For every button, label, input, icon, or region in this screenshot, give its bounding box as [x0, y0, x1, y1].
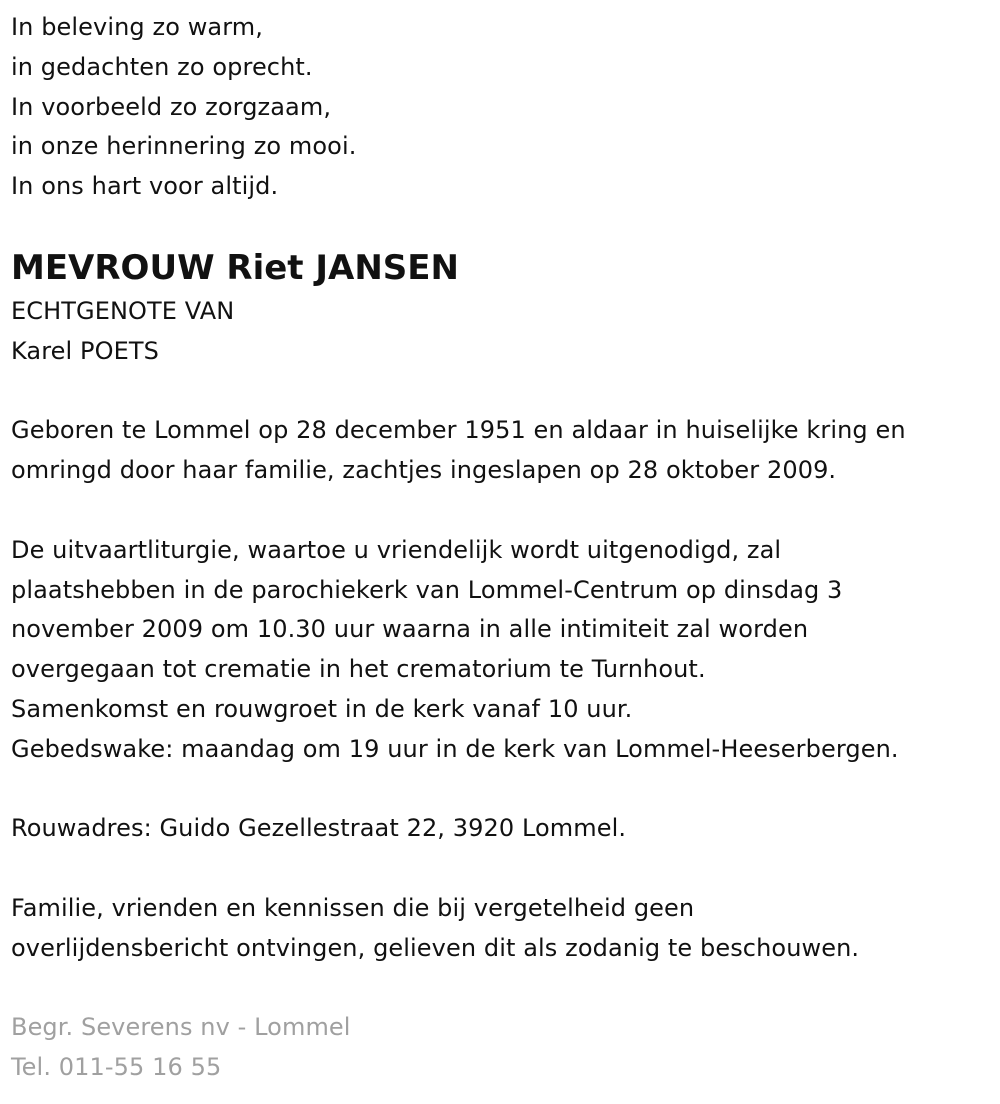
address-paragraph — [11, 809, 992, 849]
funeral-home-phone: Tel. 011-55 16 55 — [11, 1053, 222, 1082]
text-line: november 2009 om 10.30 uur waarna in alle intimiteit zal worden — [11, 615, 809, 644]
text-line: Rouwadres: Guido Gezellestraat 22, 3920 Lommel. — [11, 814, 627, 843]
text-line: Samenkomst en rouwgroet in de kerk vanaf 10 uur. — [11, 694, 633, 723]
text-line: Gebedswake: maandag om 19 uur in de kerk van Lommel-Heeserbergen. — [11, 734, 899, 763]
poem-line: In beleving zo warm, — [11, 13, 263, 41]
text-line: overlijdensbericht ontvingen, gelieven dit als zodanig te beschouwen. — [11, 933, 860, 962]
poem-line: In ons hart voor altijd. — [11, 172, 279, 201]
text-line: Geboren te Lommel op 28 december 1951 en aldaar in huiselijke kring en — [11, 416, 906, 445]
poem-line: in gedachten zo oprecht. — [11, 52, 313, 81]
birth-death-paragraph — [11, 411, 992, 491]
poem — [11, 8, 992, 207]
obituary-notice — [11, 8, 992, 1088]
notice-paragraph — [11, 889, 992, 969]
funeral-home-name: Begr. Severens nv - Lommel — [11, 1013, 351, 1042]
text-line: overgegaan tot crematie in het crematorium te Turnhout. — [11, 655, 706, 684]
deceased-name: MEVROUW Riet JANSEN — [11, 247, 459, 288]
poem-line: In voorbeeld zo zorgzaam, — [11, 92, 332, 121]
text-line: Familie, vrienden en kennissen die bij vergetelheid geen — [11, 893, 695, 922]
funeral-home-footer — [11, 1008, 992, 1088]
text-line: omringd door haar familie, zachtjes ingeslapen op 28 oktober 2009. — [11, 456, 837, 485]
spouse — [11, 292, 992, 372]
text-line: De uitvaartliturgie, waartoe u vriendelijk wordt uitgenodigd, zal — [11, 535, 782, 564]
text-line: plaatshebben in de parochiekerk van Lommel-Centrum op dinsdag 3 — [11, 575, 843, 604]
ceremony-paragraph — [11, 531, 992, 770]
spouse-label: ECHTGENOTE VAN — [11, 296, 235, 325]
poem-line: in onze herinnering zo mooi. — [11, 132, 357, 161]
spouse-name: Karel POETS — [11, 336, 159, 365]
